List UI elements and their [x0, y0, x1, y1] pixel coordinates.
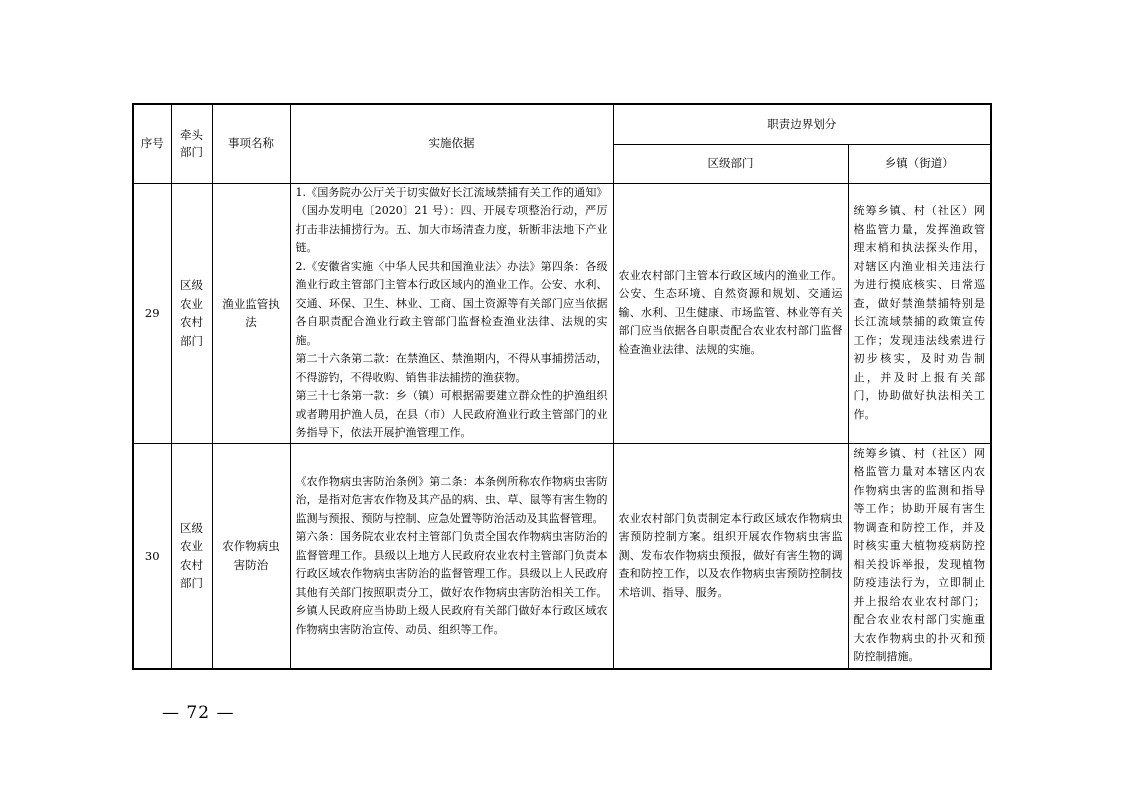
row-district-duty: 农业农村部门负责制定本行政区域农作物病虫害预防控制方案。组织开展农作物病虫害监测、发布农作物病虫预报，做好有害生物的调查和防控工作，以及农作物病虫害预防控制技术培训、指导、服务。: [613, 443, 848, 669]
header-item-name: 事项名称: [212, 104, 290, 183]
page-number: — 72 —: [162, 703, 235, 723]
header-district: 区级部门: [613, 144, 848, 183]
row-district-duty: 农业农村部门主管本行政区域内的渔业工作。公安、生态环境、自然资源和规划、交通运输、水利、卫生健康、市场监管、林业等有关部门应当依据各自职责配合农业农村部门监督检查渔业法律、法规的实施。: [613, 183, 848, 443]
header-seq: 序号: [133, 104, 171, 183]
row-basis: [290, 443, 613, 669]
row-town-duty: 统筹乡镇、村（社区）网格监管力量，发挥渔政管理末梢和执法探头作用，对辖区内渔业相关违法行为进行摸底核实、日常巡查，做好禁渔禁捕特别是长江流域禁捕的政策宣传工作；发现违法线索进行初步核实，及时劝告制止，并及时上报有关部门，协助做好执法相关工作。: [848, 183, 991, 443]
row-town-duty: 统筹乡镇、村（社区）网格监管力量对本辖区内农作物病虫害的监测和指导等工作；协助开展有害生物调查和防控工作，并及时核实重大植物疫病防控相关投诉举报，发现植物防疫违法行为，立即制止并上报给农业农村部门；配合农业农村部门实施重大农作物病虫的扑灭和预防控制措施。: [848, 443, 991, 669]
row-name: 渔业监管执法: [212, 183, 290, 443]
basis-paragraph: 《农作物病虫害防治条例》第二条：本条例所称农作物病虫害防治，是指对危害农作物及其产品的病、虫、草、鼠等有害生物的监测与预报、预防与控制、应急处置等防治活动及其监督管理。: [295, 474, 608, 525]
table-row: [133, 443, 991, 669]
header-row-top: [133, 104, 991, 144]
basis-paragraph: 第三十七条第一款：乡（镇）可根据需要建立群众性的护渔组织或者聘用护渔人员，在县（市）人民政府渔业行政主管部门的业务指导下，依法开展护渔管理工作。: [295, 389, 608, 439]
row-name: 农作物病虫害防治: [212, 443, 290, 669]
row-seq: 30: [133, 443, 171, 669]
header-basis: 实施依据: [290, 104, 613, 183]
row-basis: [290, 183, 613, 443]
basis-paragraph: 1.《国务院办公厅关于切实做好长江流域禁捕有关工作的通知》（国办发明电〔2020〕21 号）：四、开展专项整治行动，严厉打击非法捕捞行为。五、加大市场清查力度，斩断非法地下产业链。: [295, 185, 608, 254]
row-dept: 区级农业农村部门: [171, 183, 212, 443]
basis-paragraph: 2.《安徽省实施〈中华人民共和国渔业法〉办法》第四条：各级渔业行政主管部门主管本行政区域内的渔业工作。公安、水利、交通、环保、卫生、林业、工商、国土资源等有关部门应当依据各自职责配合渔业行政主管部门监督检查渔业法律、法规的实施。: [295, 259, 608, 347]
header-boundary: 职责边界划分: [613, 104, 991, 144]
row-seq: 29: [133, 183, 171, 443]
responsibility-table: [132, 103, 992, 670]
header-town: 乡镇（街道）: [848, 144, 991, 183]
header-lead-dept: 牵头部门: [171, 104, 212, 183]
basis-paragraph: 第二十六条第二款：在禁渔区、禁渔期内，不得从事捕捞活动，不得游钓，不得收购、销售非法捕捞的渔获物。: [295, 352, 608, 384]
table-row: [133, 183, 991, 443]
basis-paragraph: 第六条：国务院农业农村主管部门负责全国农作物病虫害防治的监督管理工作。县级以上地方人民政府农业农村主管部门负责本行政区域农作物病虫害防治的监督管理工作。县级以上人民政府其他有关部门按照职责分工，做好农作物病虫害防治相关工作。乡镇人民政府应当协助上级人民政府有关部门做好本行政区域农作物病虫害防治宣传、动员、组织等工作。: [295, 530, 608, 636]
row-dept: 区级农业农村部门: [171, 443, 212, 669]
